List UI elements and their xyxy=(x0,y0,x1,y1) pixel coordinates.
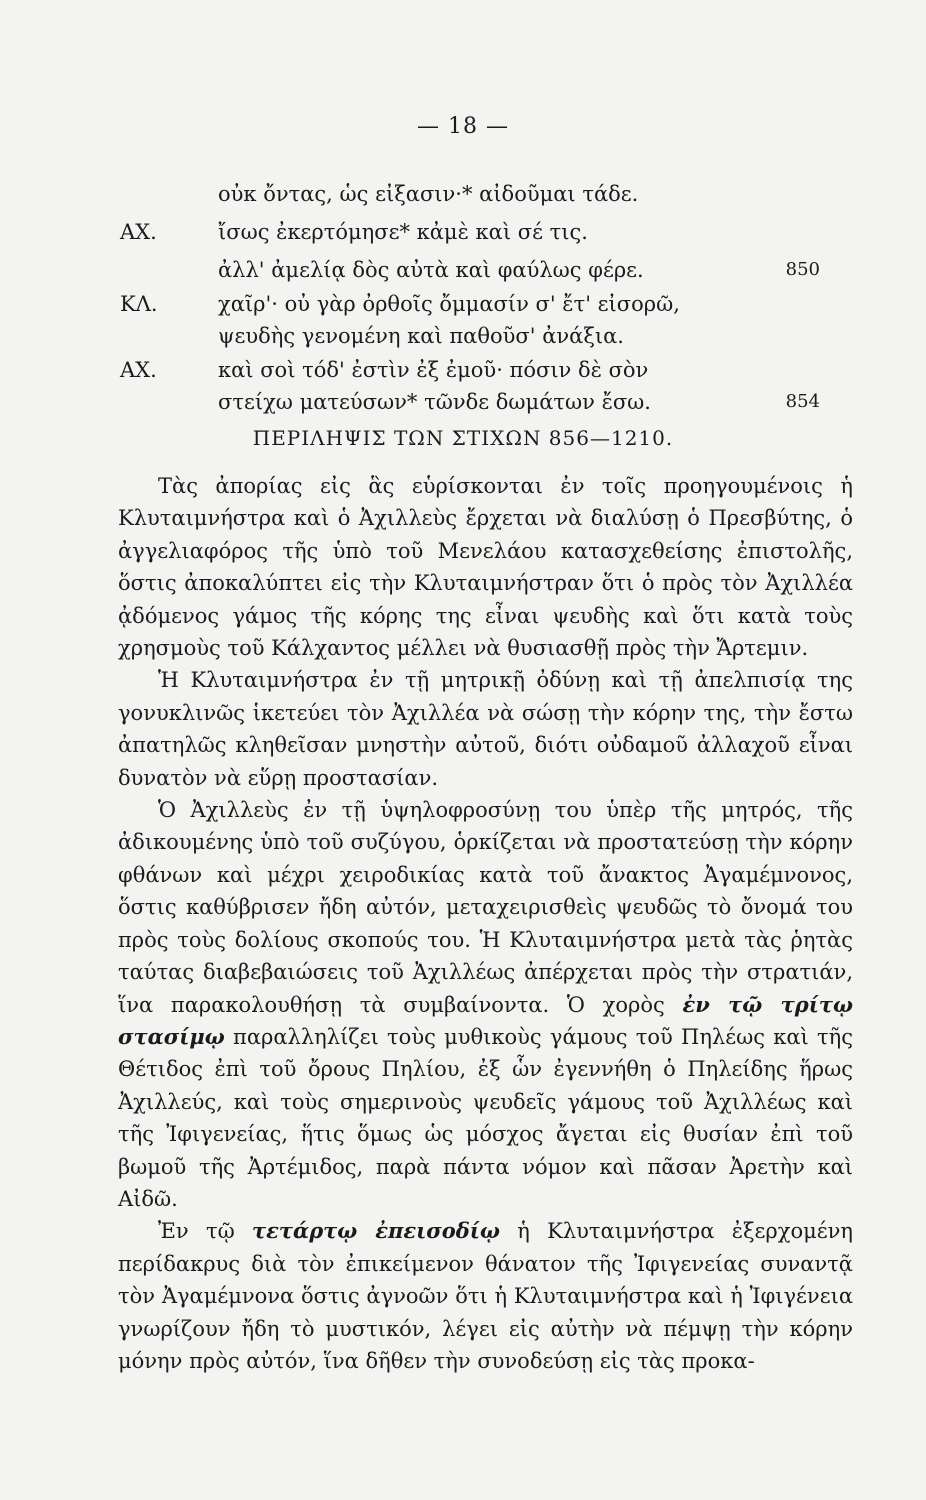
paragraph xyxy=(118,1215,853,1377)
line-number: 854 xyxy=(785,391,820,412)
summary-text xyxy=(118,470,853,1377)
verse-line xyxy=(120,178,820,210)
speaker-label: ΚΛ. xyxy=(120,292,158,316)
verse-text: στείχω ματεύσων* τῶνδε δωμάτων ἔσω. xyxy=(218,390,651,414)
line-number: 850 xyxy=(785,259,820,280)
paragraph: Ἡ Κλυταιμνήστρα ἐν τῇ μητρικῇ ὀδύνῃ καὶ τῇ ἀπελπισίᾳ της γονυκλινῶς ἱκετεύει τὸν Ἀχιλλέα νὰ σώσῃ τὴν κόρην της, τὴν ἔστω ἀπατηλῶς κληθεῖσαν μνηστὴν αὐτοῦ, διότι οὐδαμοῦ ἀλλαχοῦ εἶναι δυνατὸν νὰ εὕρῃ προστασίαν. xyxy=(118,668,853,790)
section-heading: ΠΕΡΙΛΗΨΙΣ ΤΩΝ ΣΤΙΧΩΝ 856—1210. xyxy=(252,426,674,450)
paragraph xyxy=(118,794,853,1215)
speaker-label: ΑΧ. xyxy=(120,220,157,244)
verse-text: χαῖρ'· οὐ γὰρ ὀρθοῖς ὄμμασίν σ' ἔτ' εἰσορῶ, xyxy=(218,292,680,316)
paragraph-text: Ἐν τῷ xyxy=(158,1219,253,1244)
verse-text: ἴσως ἐκερτόμησε* κἀμὲ καὶ σέ τις. xyxy=(218,220,588,244)
verse-text: ἀλλ' ἀμελίᾳ δὸς αὐτὰ καὶ φαύλως φέρε. xyxy=(218,258,644,282)
verse-text: οὐκ ὄντας, ὡς εἰξασιν·* αἰδοῦμαι τάδε. xyxy=(218,182,639,206)
verse-line xyxy=(120,254,820,286)
verse-line xyxy=(120,386,820,418)
verse-line xyxy=(120,288,820,320)
verse-line xyxy=(120,216,820,248)
emphasized-term: ἐν τῷ τρίτῳ στασίμῳ xyxy=(118,991,853,1049)
paragraph: Τὰς ἀπορίας εἰς ἃς εὑρίσκονται ἐν τοῖς προηγουμένοις ἡ Κλυταιμνήστρα καὶ ὁ Ἀχιλλεὺς ἔρχεται νὰ διαλύσῃ ὁ Πρεσβύτης, ὁ ἀγγελιαφόρος τῆς ὑπὸ τοῦ Μενελάου κατασχεθείσης ἐπιστολῆς, ὅστις ἀποκαλύπτει εἰς τὴν Κλυταιμνήστραν ὅτι ὁ πρὸς τὸν Ἀχιλλέα ᾀδόμενος γάμος τῆς κόρης της εἶναι ψευδὴς καὶ ὅτι κατὰ τοὺς χρησμοὺς τοῦ Κάλχαντος μέλλει νὰ θυσιασθῇ πρὸς τὴν Ἄρτεμιν. xyxy=(118,474,853,661)
paragraph-text: Ὁ Ἀχιλλεὺς ἐν τῇ ὑψηλοφροσύνῃ του ὑπὲρ τῆς μητρός, τῆς ἀδικουμένης ὑπὸ τοῦ συζύγου, ὁρκίζεται νὰ προστατεύσῃ τὴν κόρην φθάνων καὶ μέχρι χειροδικίας κατὰ τοῦ ἄνακτος Ἀγαμέμνονος, ὅστις καθύβρισεν ἤδη αὐτόν, μεταχειρισθεὶς ψευδῶς τὸ ὄνομά του πρὸς τοὺς δολίους σκοπούς του. Ἡ Κλυταιμνήστρα μετὰ τὰς ῥητὰς ταύτας διαβεβαιώσεις τοῦ Ἀχιλλέως ἀπέρχεται πρὸς τὴν στρατιάν, ἵνα παρακολουθήσῃ τὰ συμβαίνοντα. Ὁ χορὸς xyxy=(118,798,853,1017)
paragraph-text: παραλληλίζει τοὺς μυθικοὺς γάμους τοῦ Πηλέως καὶ τῆς Θέτιδος ἐπὶ τοῦ ὄρους Πηλίου, ἐξ ὧν ἐγεννήθη ὁ Πηλείδης ἥρως Ἀχιλλεύς, καὶ τοὺς σημερινοὺς ψευδεῖς γάμους τοῦ Ἀχιλλέως καὶ τῆς Ἰφιγενείας, ἥτις ὅμως ὡς μόσχος ἄγεται εἰς θυσίαν ἐπὶ τοῦ βωμοῦ τῆς Ἀρτέμιδος, παρὰ πάντα νόμον καὶ πᾶσαν Ἀρετὴν καὶ Αἰδῶ. xyxy=(118,1024,853,1211)
paragraph-text: ἡ Κλυταιμνήστρα ἐξερχομένη περίδακρυς διὰ τὸν ἐπικείμενον θάνατον τῆς Ἰφιγενείας συναντᾷ τὸν Ἀγαμέμνονα ὅστις ἀγνοῶν ὅτι ἡ Κλυταιμνήστρα καὶ ἡ Ἰφιγένεια γνωρίζουν ἤδη τὸ μυστικόν, λέγει εἰς αὐτὴν νὰ πέμψῃ τὴν κόρην μόνην πρὸς αὐτόν, ἵνα δῆθεν τὴν συνοδεύσῃ εἰς τὰς προκα- xyxy=(118,1219,853,1373)
verse-text: καὶ σοὶ τόδ' ἐστὶν ἐξ ἐμοῦ· πόσιν δὲ σὸν xyxy=(218,358,649,382)
verse-line xyxy=(120,320,820,352)
verse-text: ψευδὴς γενομένη καὶ παθοῦσ' ἀνάξια. xyxy=(218,324,624,348)
verse-line xyxy=(120,354,820,386)
speaker-label: ΑΧ. xyxy=(120,358,157,382)
emphasized-term: τετάρτῳ ἐπεισοδίῳ xyxy=(252,1218,500,1244)
page-number: — 18 — xyxy=(417,114,509,139)
